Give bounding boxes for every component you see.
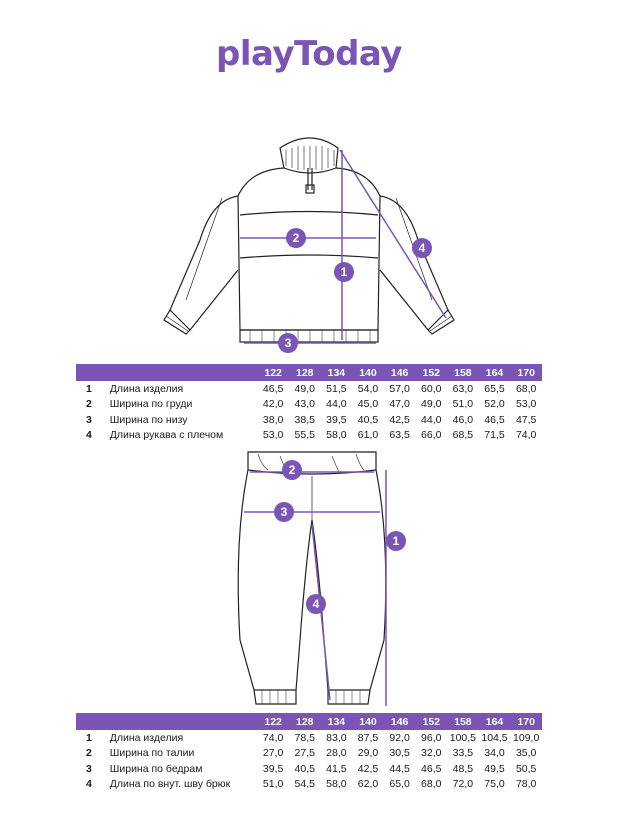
- measurement-value: 83,0: [326, 731, 347, 744]
- size-header: 170: [510, 713, 542, 730]
- measurement-value: 40,5: [294, 762, 315, 775]
- measurement-value: 51,0: [452, 398, 474, 411]
- measurement-value: 53,0: [262, 429, 284, 442]
- measurement-value: 27,0: [262, 747, 284, 760]
- pants-figure: [0, 444, 618, 714]
- top-marker-3: 3: [284, 336, 292, 350]
- measurement-value: 38,0: [262, 413, 284, 426]
- size-header: 164: [479, 713, 511, 730]
- top-marker-1: 1: [340, 265, 348, 279]
- measurement-row: [76, 381, 542, 397]
- measurement-value: 30,5: [389, 747, 410, 760]
- size-header: 146: [384, 713, 416, 730]
- measurement-value: 45,0: [357, 398, 379, 411]
- measurement-value: 42,0: [262, 398, 284, 411]
- measurement-value: 74,0: [515, 429, 537, 442]
- measurement-value: 35,0: [515, 747, 537, 760]
- measurement-value: 96,0: [421, 731, 442, 744]
- measurement-value: 100,5: [449, 731, 477, 744]
- measurement-value: 44,5: [389, 762, 410, 775]
- measurement-value: 78,0: [515, 778, 537, 791]
- measurement-value: 72,0: [452, 778, 474, 791]
- row-number: 3: [86, 762, 92, 775]
- measurement-value: 39,5: [262, 762, 284, 775]
- measurement-value: 51,5: [326, 382, 347, 395]
- measurement-row: [76, 761, 542, 777]
- measurement-value: 46,5: [484, 413, 505, 426]
- measurement-value: 65,5: [484, 382, 505, 395]
- size-header: 128: [289, 364, 321, 381]
- row-number: 1: [86, 731, 92, 744]
- size-header: 170: [510, 364, 542, 381]
- measurement-value: 27,5: [294, 747, 315, 760]
- measurement-value: 42,5: [357, 762, 379, 775]
- brand-logo: playToday: [216, 34, 402, 74]
- measurement-row: [76, 428, 542, 444]
- measurement-value: 28,0: [326, 747, 347, 760]
- size-header-row: [76, 364, 542, 381]
- row-number: 2: [86, 398, 92, 411]
- measurement-value: 49,0: [421, 398, 442, 411]
- measurement-value: 39,5: [326, 413, 347, 426]
- measurement-value: 29,0: [357, 747, 379, 760]
- size-header: 134: [321, 364, 353, 381]
- measurement-row: [76, 777, 542, 793]
- measurement-value: 38,5: [294, 413, 315, 426]
- measurement-value: 74,0: [262, 731, 284, 744]
- measurement-value: 33,5: [452, 747, 474, 760]
- measurement-value: 63,0: [452, 382, 474, 395]
- measurement-value: 104,5: [481, 731, 508, 744]
- measurement-value: 43,0: [294, 398, 315, 411]
- measurement-value: 48,5: [452, 762, 474, 775]
- size-header: 164: [479, 364, 511, 381]
- size-header: 140: [352, 713, 384, 730]
- measurement-value: 49,5: [484, 762, 505, 775]
- measurement-value: 54,0: [357, 382, 379, 395]
- measurement-value: 68,0: [515, 382, 537, 395]
- size-header: 158: [447, 713, 479, 730]
- measurement-value: 68,0: [421, 778, 442, 791]
- measurement-value: 60,0: [421, 382, 442, 395]
- measurement-value: 61,0: [357, 429, 379, 442]
- measurement-value: 65,0: [389, 778, 410, 791]
- measurement-value: 47,0: [389, 398, 410, 411]
- row-number: 4: [86, 429, 92, 442]
- measurement-label: Ширина по низу: [109, 413, 188, 426]
- top-marker-4: 4: [418, 241, 426, 255]
- size-header: 122: [257, 364, 289, 381]
- measurement-value: 44,0: [421, 413, 442, 426]
- measurement-value: 68,5: [452, 429, 474, 442]
- size-header: 158: [447, 364, 479, 381]
- measurement-value: 41,5: [326, 762, 347, 775]
- measurement-value: 47,5: [515, 413, 537, 426]
- size-header: 152: [415, 364, 447, 381]
- top-marker-2: 2: [292, 231, 300, 245]
- measurement-label: Длина изделия: [109, 731, 184, 744]
- measurement-value: 32,0: [421, 747, 442, 760]
- row-number: 1: [86, 382, 92, 395]
- measurement-value: 34,0: [484, 747, 505, 760]
- bottom-marker-3: 3: [280, 505, 288, 519]
- measurement-value: 49,0: [294, 382, 315, 395]
- measurement-row: [76, 397, 542, 413]
- measurement-value: 40,5: [357, 413, 379, 426]
- row-number: 4: [86, 778, 92, 791]
- measurement-value: 46,5: [262, 382, 284, 395]
- sweatshirt-figure: [0, 0, 618, 360]
- measurement-value: 42,5: [389, 413, 410, 426]
- measurement-value: 50,5: [515, 762, 537, 775]
- measurement-value: 46,5: [421, 762, 442, 775]
- measurement-label: Ширина по бедрам: [109, 762, 203, 775]
- measurement-value: 57,0: [389, 382, 410, 395]
- measurement-value: 55,5: [294, 429, 315, 442]
- measurement-value: 58,0: [326, 778, 347, 791]
- measurement-value: 66,0: [421, 429, 442, 442]
- size-header: 122: [257, 713, 289, 730]
- size-header: 146: [384, 364, 416, 381]
- bottom-size-table: [76, 713, 542, 792]
- measurement-value: 63,5: [389, 429, 410, 442]
- measurement-row: [76, 412, 542, 428]
- measurement-value: 52,0: [484, 398, 505, 411]
- bottom-marker-1: 1: [392, 534, 400, 548]
- bottom-marker-2: 2: [288, 463, 296, 477]
- measurement-value: 58,0: [326, 429, 347, 442]
- size-header: 140: [352, 364, 384, 381]
- measurement-value: 78,5: [294, 731, 315, 744]
- measurement-label: Ширина по талии: [109, 747, 195, 760]
- top-size-table: [76, 364, 542, 443]
- measurement-value: 75,0: [484, 778, 505, 791]
- measurement-label: Ширина по груди: [109, 398, 193, 411]
- measurement-value: 71,5: [484, 429, 505, 442]
- measurement-value: 44,0: [326, 398, 347, 411]
- measurement-label: Длина рукава с плечом: [109, 429, 224, 442]
- bottom-marker-4: 4: [312, 597, 320, 611]
- size-header-row: [76, 713, 542, 730]
- size-header: 134: [321, 713, 353, 730]
- measurement-value: 92,0: [389, 731, 410, 744]
- measurement-value: 87,5: [357, 731, 379, 744]
- measurement-row: [76, 746, 542, 762]
- row-number: 2: [86, 747, 92, 760]
- measurement-value: 51,0: [262, 778, 284, 791]
- measurement-value: 109,0: [513, 731, 540, 744]
- measurement-value: 46,0: [452, 413, 474, 426]
- measurement-value: 54,5: [294, 778, 315, 791]
- row-number: 3: [86, 413, 92, 426]
- measurement-row: [76, 730, 542, 746]
- measurement-label: Длина изделия: [109, 382, 184, 395]
- size-header: 152: [415, 713, 447, 730]
- size-header: 128: [289, 713, 321, 730]
- measurement-value: 62,0: [357, 778, 379, 791]
- measurement-value: 53,0: [515, 398, 537, 411]
- measurement-label: Длина по внут. шву брюк: [109, 778, 231, 791]
